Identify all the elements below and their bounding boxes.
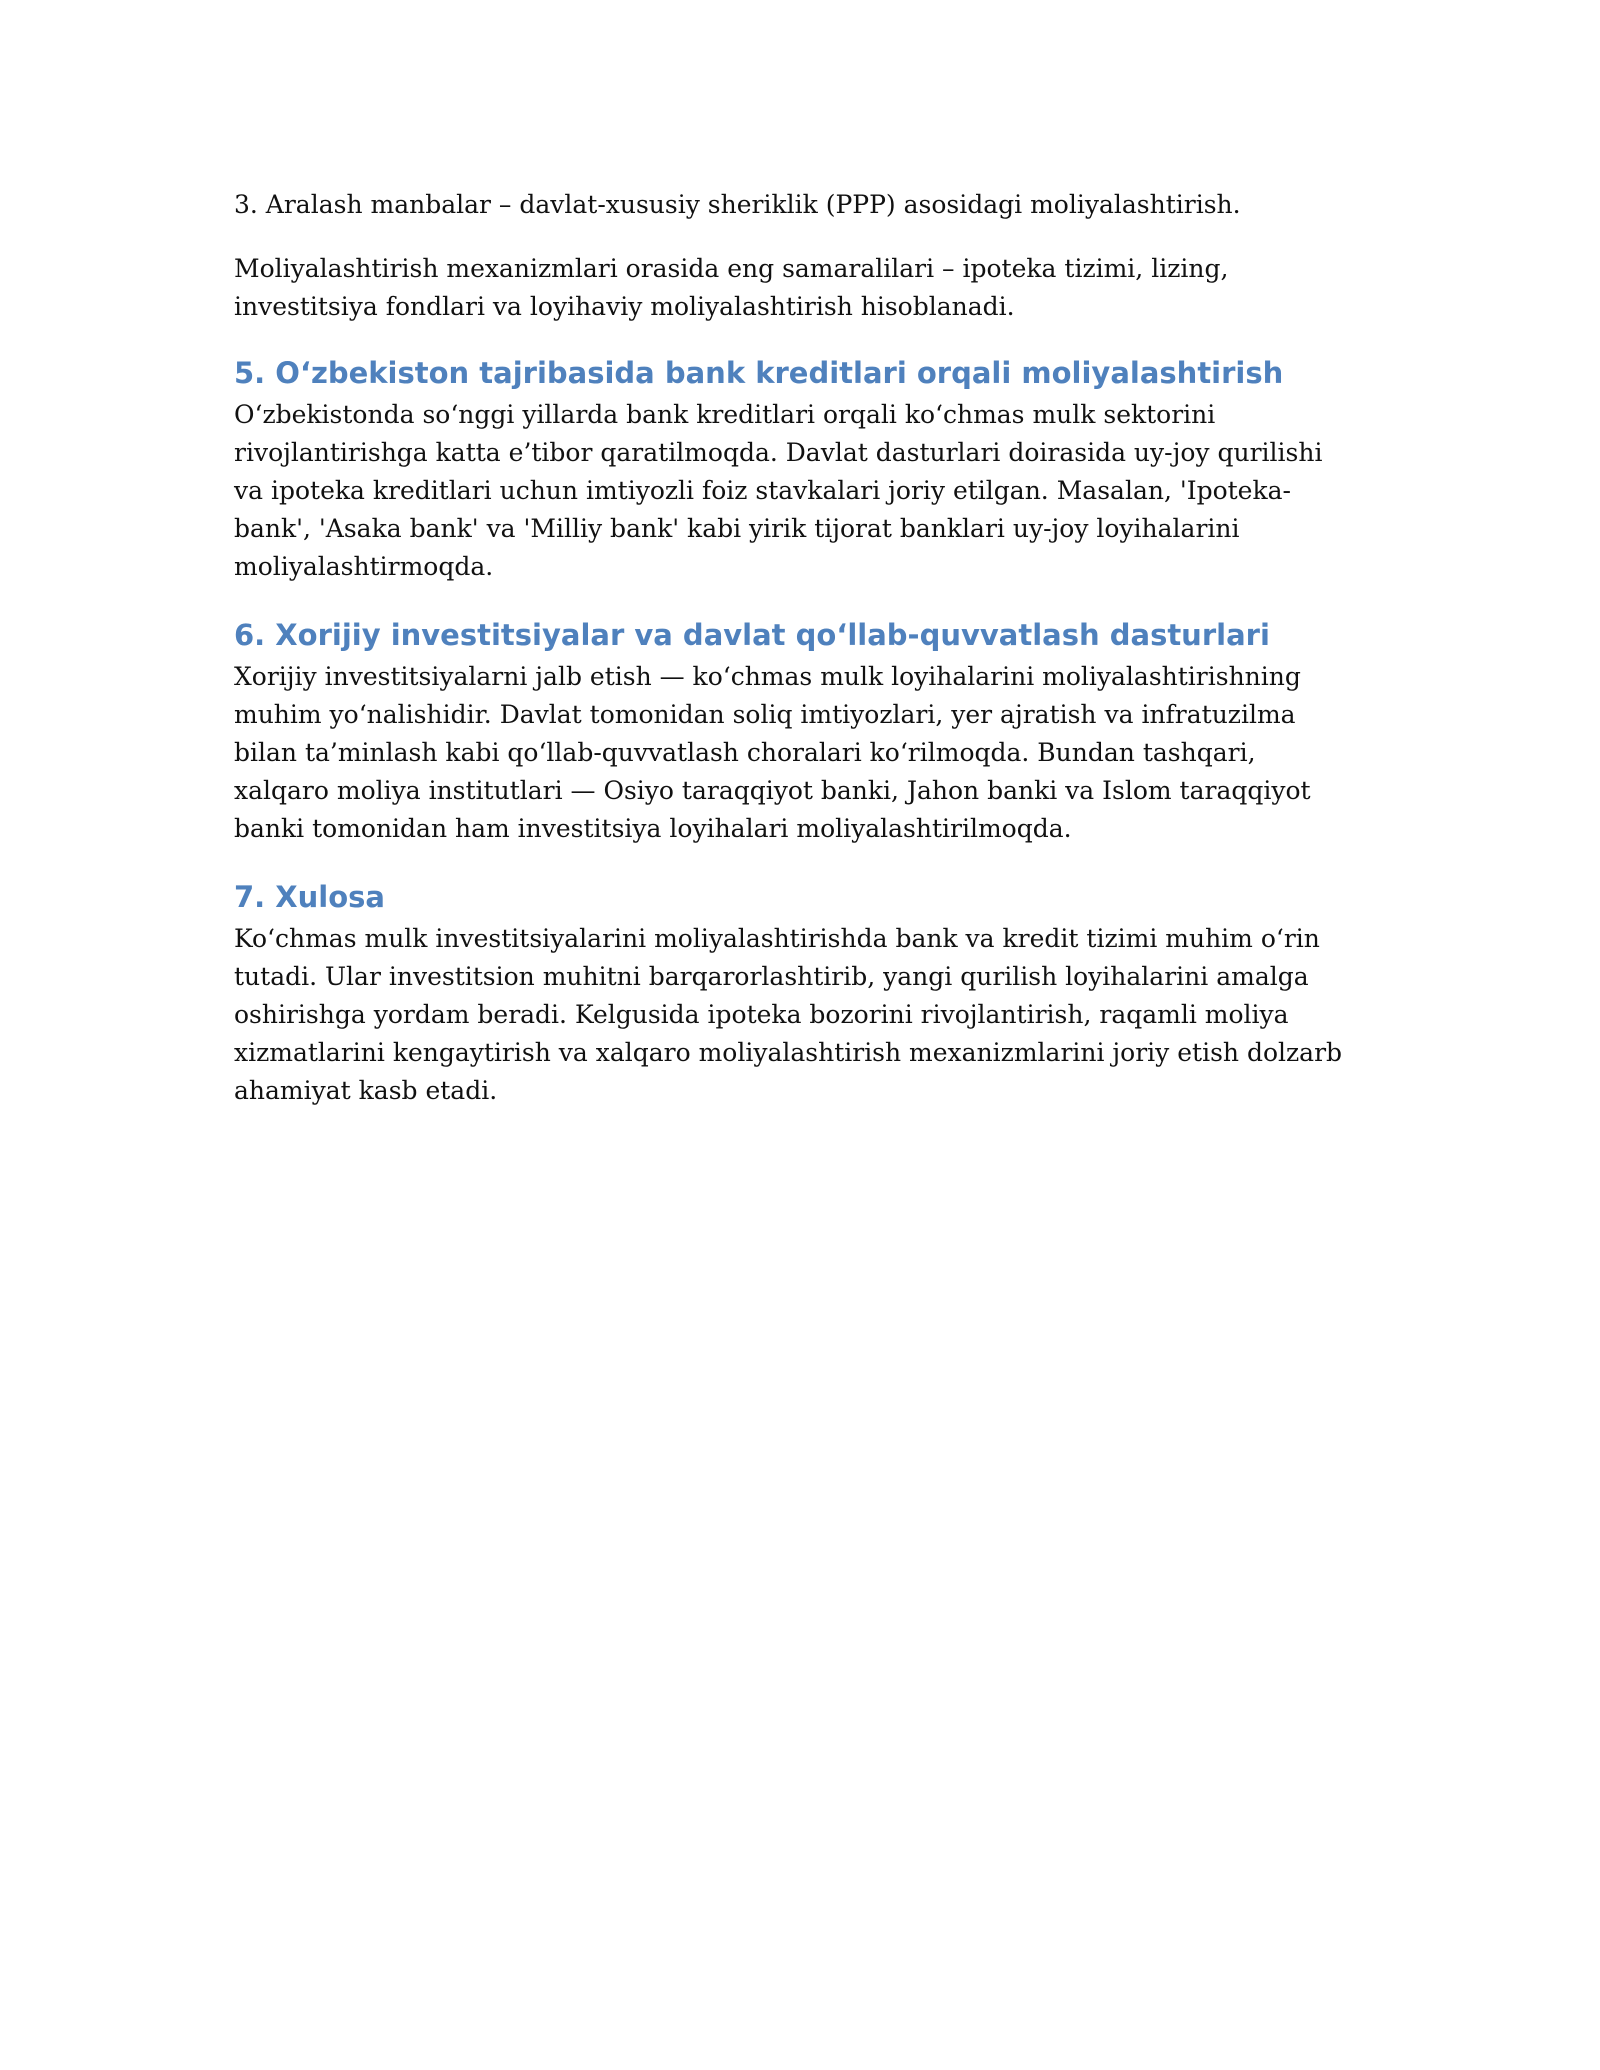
section-heading-bank-credits: 5. O‘zbekiston tajribasida bank kreditlari orqali moliyalashtirish [234,356,1284,390]
section-body-foreign-investment: Xorijiy investitsiyalarni jalb etish — ko‘chmas mulk loyihalarini moliyalashtirishning muhim yo‘nalishidir. Davlat tomonidan soliq imtiyozlari, yer ajratish va infratuzilma bilan ta’minlash kabi qo‘llab-quvvatlash choralari ko‘rilmoqda. Bundan tashqari, xalqaro moliya institutlari — Osiyo taraqqiyot banki, Jahon banki va Islom taraqqiyot banki tomonidan ham investitsiya loyihalari moliyalashtirilmoqda. [234,662,1311,843]
paragraph-mixed-sources: 3. Aralash manbalar – davlat-xususiy sheriklik (PPP) asosidagi moliyalashtirish. [234,190,1241,219]
document-content [234,186,1354,1140]
section-body-bank-credits: O‘zbekistonda so‘nggi yillarda bank kreditlari orqali ko‘chmas mulk sektorini rivojlantirishga katta e’tibor qaratilmoqda. Davlat dasturlari doirasida uy-joy qurilishi va ipoteka kreditlari uchun imtiyozli foiz stavkalari joriy etilgan. Masalan, 'Ipoteka-bank', 'Asaka bank' va 'Milliy bank' kabi yirik tijorat banklari uy-joy loyihalarini moliyalashtirmoqda. [234,400,1323,581]
section-heading-conclusion: 7. Xulosa [234,880,385,914]
paragraph-financing-mechanisms: Moliyalashtirish mexanizmlari orasida eng samaralilari – ipoteka tizimi, lizing, investitsiya fondlari va loyihaviy moliyalashtirish hisoblanadi. [234,254,1229,321]
section-body-conclusion: Ko‘chmas mulk investitsiyalarini moliyalashtirishda bank va kredit tizimi muhim o‘rin tutadi. Ular investitsion muhitni barqarorlashtirib, yangi qurilish loyihalarini amalga oshirishga yordam beradi. Kelgusida ipoteka bozorini rivojlantirish, raqamli moliya xizmatlarini kengaytirish va xalqaro moliyalashtirish mexanizmlarini joriy etish dolzarb ahamiyat kasb etadi. [234,924,1343,1105]
section-heading-foreign-investment: 6. Xorijiy investitsiyalar va davlat qo‘llab-quvvatlash dasturlari [234,618,1270,652]
